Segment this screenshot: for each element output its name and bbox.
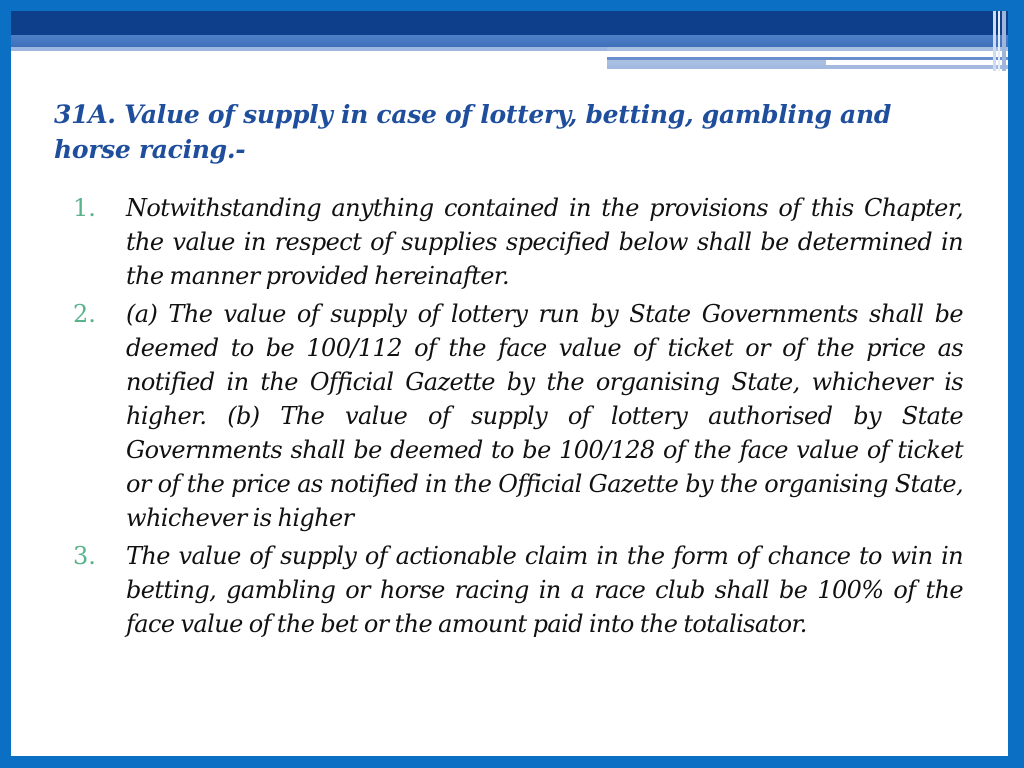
list-item-number: 3. (73, 542, 96, 570)
header-band-dark (11, 11, 1008, 35)
numbered-list (73, 191, 963, 645)
header-vertical-bar (993, 11, 996, 71)
header-vertical-bar (998, 11, 1000, 71)
list-item-number: 1. (73, 194, 96, 222)
list-item-number: 2. (73, 300, 96, 328)
list-item-text: The value of supply of actionable claim in the form of chance to win in betting, gambling or horse racing in a race club shall be 100% of the face value of the bet or the amount paid into the totalisator. (126, 542, 963, 638)
list-item (73, 539, 963, 641)
list-item-text: (a) The value of supply of lottery run by State Governments shall be deemed to be 100/112 of the face value of ticket or of the price as notified in the Official Gazette by the organising State, whichever is higher. (b) The value of supply of lottery authorised by State Governments shall be deemed to be 100/128 of the face value of ticket or of the price as notified in the Official Gazette by the organising State, whichever is higher (126, 300, 963, 532)
header-band-mid (11, 35, 1008, 47)
list-item-text: Notwithstanding anything contained in the provisions of this Chapter, the value in respect of supplies specified below shall be determined in the manner provided hereinafter. (126, 194, 963, 290)
list-item (73, 297, 963, 535)
header-step-stripe-lower (607, 65, 1008, 69)
header-band-light (11, 47, 607, 51)
slide (11, 11, 1008, 756)
list-item (73, 191, 963, 293)
header-vertical-bar (1002, 11, 1006, 71)
slide-title: 31A. Value of supply in case of lottery, betting, gambling and horse racing.- (54, 100, 892, 164)
